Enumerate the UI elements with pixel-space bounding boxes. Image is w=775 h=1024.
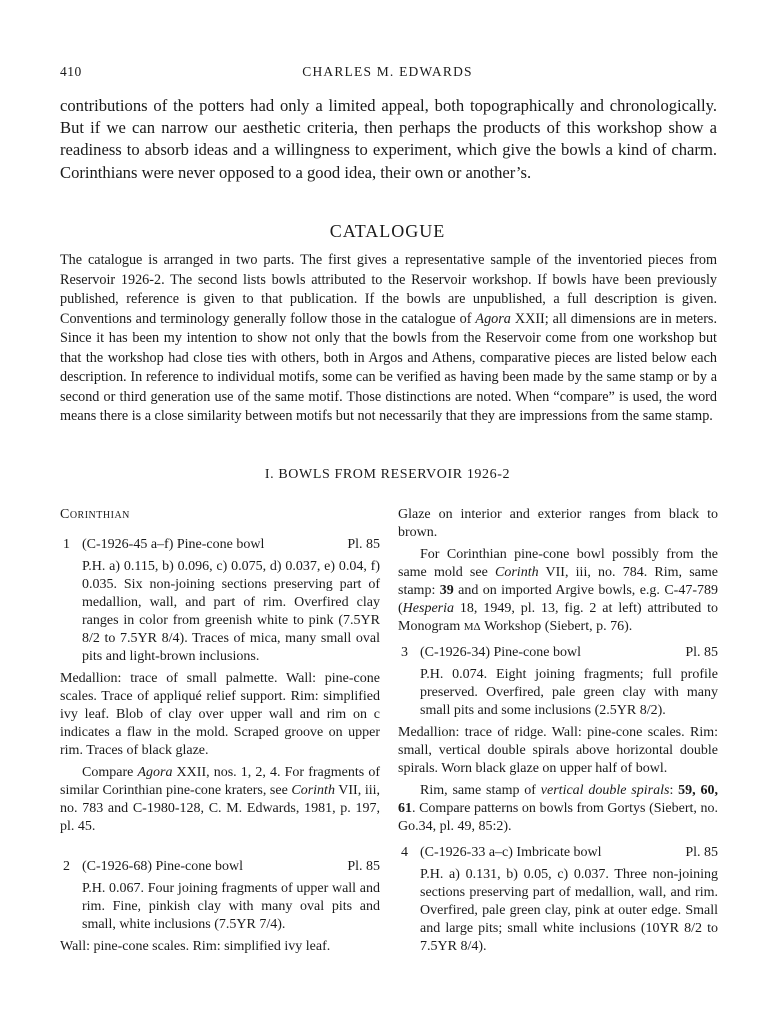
entry-3-description: P.H. 0.074. Eight joining fragments; full profile preserved. Overfired, pale green clay with many small pits and some inclusions (2.5YR 8/2).	[420, 667, 718, 718]
entry-number: 2	[63, 859, 70, 874]
entry-plate: Pl. 85	[347, 537, 380, 552]
entry-plate: Pl. 85	[685, 845, 718, 860]
right-column	[398, 506, 718, 956]
entry-title: (C-1926-68) Pine-cone bowl	[82, 859, 243, 874]
entry-3-comparanda: Rim, same stamp of vertical double spirals: 59, 60, 61. Compare patterns on bowls from Gortys (Siebert, no. Go.34, pl. 49, 85:2).	[398, 783, 718, 834]
running-head-author: CHARLES M. EDWARDS	[302, 64, 473, 79]
entry-4-head	[398, 844, 718, 862]
entry-2-comparanda: For Corinthian pine-cone bowl possibly from the same mold see Corinth VII, iii, no. 784. Rim, same stamp: 39 and on imported Argive bowls, e.g. C-47-789 (Hesperia 18, 1949, pl. 13, fig. 2 at left) attributed to Monogram ΜΔ Workshop (Siebert, p. 76).	[398, 547, 719, 634]
entry-2-decoration: Wall: pine-cone scales. Rim: simplified ivy leaf.	[60, 939, 331, 954]
catalogue-intro: The catalogue is arranged in two parts. The first gives a representative sample of the inventoried pieces from Reservoir 1926-2. The second lists bowls attributed to the Reservoir workshop. If bowls have been previously published, reference is given to that publication. If the bowls are unpublished, a full description is given. Conventions and terminology generally follow those in the catalogue of Agora XXII; all dimensions are in meters. Since it has been my intention to show not only that the bowls from the Reservoir come from one workshop but that the workshop had close ties with others, both in Argos and Athens, comparative pieces are listed below each description. In reference to individual motifs, some can be verified as having been made by the same stamp or by a second or third generation use of the same motif. Those distinctions are noted. When “compare” is used, the word means there is a close similarity between motifs but not necessarily that they are impressions from the same stamp.	[60, 252, 718, 424]
entry-plate: Pl. 85	[685, 645, 718, 660]
entry-1-decoration: Medallion: trace of small palmette. Wall: pine-cone scales. Trace of appliqué relief support. Rim: simplified ivy leaf. Blob of clay over upper wall and rim on c indicates a flaw in the mold. Scraped groove on upper rim. Traces of black glaze.	[60, 671, 380, 758]
entry-1-comparanda: Compare Agora XXII, nos. 1, 2, 4. For fragments of similar Corinthian pine-cone kraters, see Corinth VII, iii, no. 783 and C-1980-128, C. M. Edwards, 1981, p. 197, pl. 45.	[60, 765, 380, 834]
monogram-glyph: ΜΔ	[463, 621, 481, 633]
intro-paragraph: contributions of the potters had only a limited appeal, both topographically and chronologically. But if we can narrow our aesthetic criteria, then perhaps the products of this workshop show a readiness to absorb ideas and a willingness to experiment, which give the bowls a kind of charm. Corinthians were never opposed to a good idea, their own or another’s.	[60, 96, 717, 182]
left-column	[60, 506, 380, 956]
entry-2-head	[60, 858, 380, 876]
subsection-label: Corinthian	[60, 507, 130, 522]
entry-plate: Pl. 85	[347, 859, 380, 874]
entry-title: (C-1926-34) Pine-cone bowl	[420, 645, 581, 660]
entry-title: (C-1926-45 a–f) Pine-cone bowl	[82, 537, 265, 552]
page-number: 410	[60, 64, 82, 79]
entry-2-description: P.H. 0.067. Four joining fragments of upper wall and rim. Fine, pinkish clay with many oval pits and small, white inclusions (7.5YR 7/4).	[82, 881, 380, 932]
entry-3-decoration: Medallion: trace of ridge. Wall: pine-cone scales. Rim: small, vertical double spirals above horizontal double spirals. Worn black glaze on upper half of bowl.	[398, 725, 718, 776]
entry-4-description: P.H. a) 0.131, b) 0.05, c) 0.037. Three non-joining sections preserving part of medallion, wall, and rim. Overfired, pale green clay, pink at outer edge. Small and large pits; small white inclusions (10YR 8/2 to 7.5YR 8/4).	[420, 867, 718, 954]
entry-1-description: P.H. a) 0.115, b) 0.096, c) 0.075, d) 0.037, e) 0.04, f) 0.035. Six non-joining sections preserving part of medallion, wall, and part of rim. Overfired clay ranges in color from greenish white to pink (7.5YR 8/2 to 7.5YR 8/4). Traces of mica, many small oval pits and light-brown inclusions.	[82, 559, 380, 664]
catalogue-heading: CATALOGUE	[329, 221, 446, 241]
entry-number: 1	[63, 537, 70, 552]
entry-2-decoration-continued: Glaze on interior and exterior ranges from black to brown.	[398, 507, 718, 540]
entry-number: 3	[401, 645, 408, 660]
entry-number: 4	[401, 845, 408, 860]
entry-3-head	[398, 644, 718, 662]
entry-1-head	[60, 536, 380, 554]
entry-title: (C-1926-33 a–c) Imbricate bowl	[420, 845, 602, 860]
section-heading: I. BOWLS FROM RESERVOIR 1926-2	[264, 467, 511, 482]
